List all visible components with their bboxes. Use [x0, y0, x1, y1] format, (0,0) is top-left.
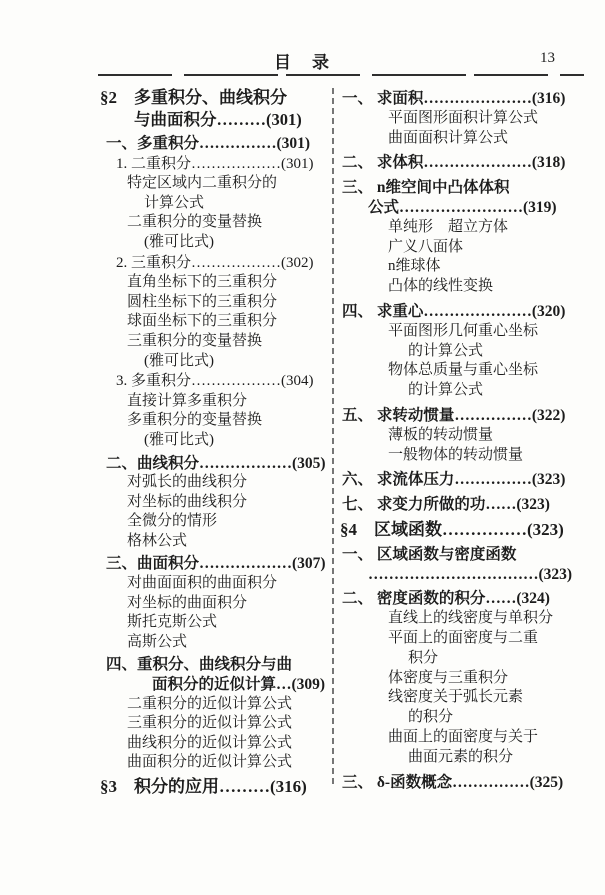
toc-line: 薄板的转动惯量 [388, 426, 494, 443]
toc-columns [100, 84, 583, 895]
toc-line: 对弧长的曲线积分 [127, 474, 248, 491]
toc-line: 线密度关于弧长元素 [388, 689, 524, 706]
toc-line: §4 区域函数……………(323) [340, 519, 564, 539]
toc-line: (雅可比式) [144, 233, 214, 250]
toc-line: 一般物体的转动惯量 [388, 446, 524, 463]
toc-left-column [100, 84, 328, 798]
toc-line: 一、多重积分……………(301) [106, 135, 311, 152]
toc-line: 直线上的线密度与单积分 [388, 610, 554, 627]
toc-line: 对曲面面积的曲面积分 [127, 575, 278, 592]
toc-line: 平面上的面密度与二重 [388, 629, 539, 646]
toc-line: 一、 求面积…………………(316) [342, 90, 566, 107]
toc-line: 一、 区域函数与密度函数 [342, 545, 517, 563]
toc-line: 曲面面积计算公式 [388, 129, 509, 146]
toc-line: 直角坐标下的三重积分 [127, 274, 278, 291]
toc-line: 直接计算多重积分 [127, 392, 248, 409]
toc-line: 球面坐标下的三重积分 [127, 313, 278, 330]
toc-line: 物体总质量与重心坐标 [388, 362, 539, 379]
toc-line: n维球体 [388, 258, 441, 275]
toc-line: 面积分的近似计算…(309) [152, 676, 326, 694]
toc-line: 三重积分的变量替换 [127, 332, 263, 349]
toc-line: 五、 求转动惯量……………(322) [342, 406, 566, 424]
toc-line: 积分 [408, 649, 439, 666]
toc-line: 的积分 [408, 709, 454, 726]
toc-line: 曲面积分的近似计算公式 [127, 754, 293, 771]
toc-line: 计算公式 [144, 194, 205, 211]
toc-line: 1. 二重积分………………(301) [116, 155, 314, 172]
toc-line: 的计算公式 [408, 342, 484, 359]
toc-line: ……………………………(323) [368, 565, 573, 583]
toc-line: 二、 密度函数的积分……(324) [342, 590, 550, 608]
toc-line: 凸体的线性变换 [388, 278, 494, 295]
toc-line: 3. 多重积分………………(304) [116, 373, 314, 390]
toc-line: 2. 三重积分………………(302) [116, 254, 314, 271]
page-header-title: 目 录 [274, 53, 331, 72]
toc-line: 三、 δ-函数概念……………(325) [342, 773, 564, 791]
toc-line: 与曲面积分………(301) [134, 110, 302, 129]
toc-line: 三、 n维空间中凸体体积 [342, 179, 510, 197]
toc-line: (雅可比式) [144, 431, 214, 448]
toc-line: 公式……………………(319) [368, 198, 557, 216]
toc-line: 二、 求体积…………………(318) [342, 154, 566, 172]
toc-line: 六、 求流体压力……………(323) [342, 471, 566, 489]
toc-line: 二重积分的近似计算公式 [127, 695, 293, 712]
toc-line: 曲面元素的积分 [408, 748, 514, 765]
toc-line: 曲线积分的近似计算公式 [127, 734, 293, 751]
column-divider [332, 88, 334, 784]
toc-line: 四、重积分、曲线积分与曲 [106, 656, 293, 674]
page-number: 13 [540, 50, 555, 66]
toc-line: 特定区域内二重积分的 [127, 175, 278, 192]
toc-line: §3 积分的应用………(316) [100, 777, 307, 796]
toc-line: 多重积分的变量替换 [127, 412, 263, 429]
toc-line: 四、 求重心…………………(320) [342, 302, 566, 320]
toc-line: 体密度与三重积分 [388, 669, 509, 686]
toc-line: 全微分的情形 [127, 513, 218, 530]
toc-line: 的计算公式 [408, 382, 484, 399]
toc-line: 圆柱坐标下的三重积分 [127, 293, 278, 310]
toc-line: (雅可比式) [144, 352, 214, 369]
toc-line: 二、曲线积分………………(305) [106, 454, 326, 472]
toc-right-column [340, 84, 583, 792]
header-rule [98, 74, 584, 76]
toc-line: §2 多重积分、曲线积分 [100, 88, 287, 107]
toc-line: 广义八面体 [388, 238, 464, 255]
toc-line: 曲面上的面密度与关于 [388, 728, 539, 745]
toc-line: 平面图形面积计算公式 [388, 109, 539, 126]
toc-line: 对坐标的曲面积分 [127, 594, 248, 611]
toc-line: 高斯公式 [127, 633, 188, 650]
toc-line: 三重积分的近似计算公式 [127, 715, 293, 732]
toc-line: 二重积分的变量替换 [127, 214, 263, 231]
toc-line: 平面图形几何重心坐标 [388, 322, 539, 339]
toc-line: 对坐标的曲线积分 [127, 493, 248, 510]
toc-line: 单纯形 超立方体 [388, 218, 509, 235]
toc-line: 七、 求变力所做的功……(323) [342, 496, 550, 514]
toc-line: 三、曲面积分………………(307) [106, 555, 326, 573]
toc-line: 格林公式 [127, 532, 188, 549]
toc-line: 斯托克斯公式 [127, 614, 218, 631]
